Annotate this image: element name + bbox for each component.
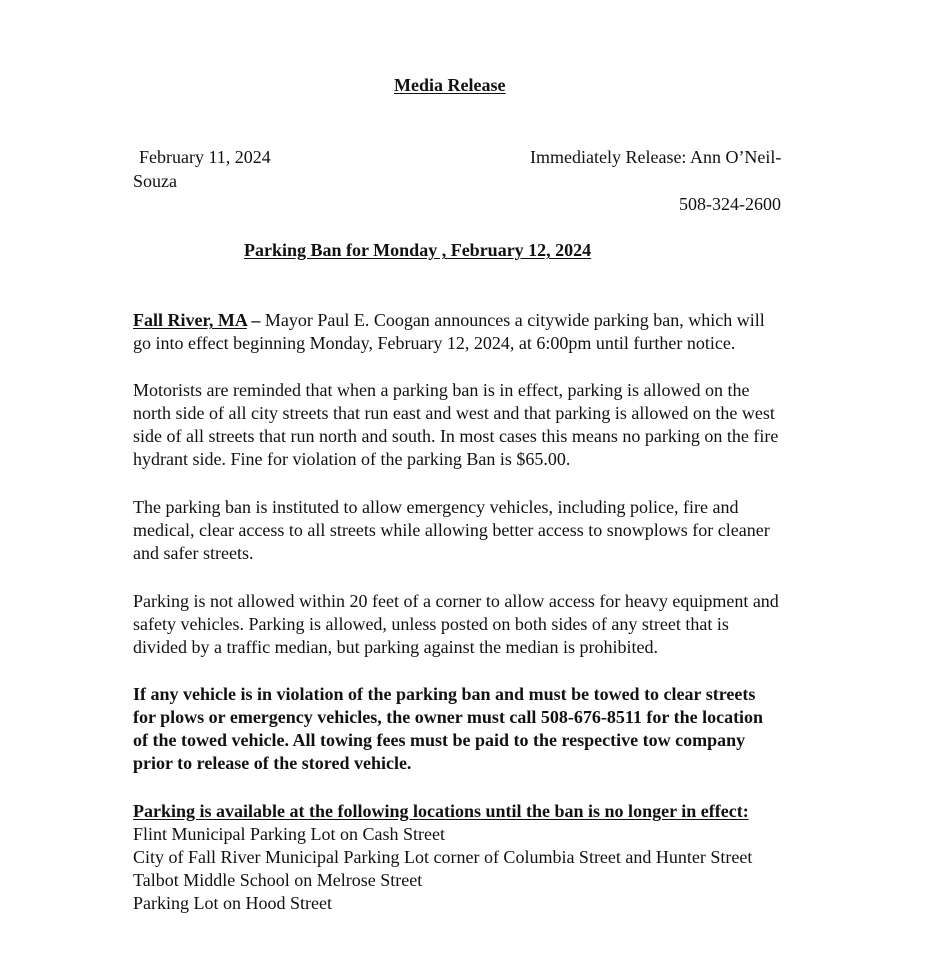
- dateline: Fall River, MA: [133, 310, 247, 330]
- contact-name-line1: Immediately Release: Ann O’Neil-: [530, 147, 782, 167]
- paragraph-line: The parking ban is instituted to allow emergency vehicles, including police, fire and: [133, 497, 739, 517]
- paragraph-line: If any vehicle is in violation of the parking ban and must be towed to clear streets: [133, 684, 756, 704]
- location-item: Talbot Middle School on Melrose Street: [133, 870, 423, 890]
- location-item: Flint Municipal Parking Lot on Cash Street: [133, 824, 445, 844]
- paragraph-line: north side of all city streets that run east and west and that parking is allowed on the west: [133, 403, 775, 423]
- paragraph-towing-notice: [133, 683, 863, 775]
- paragraph-line: of the towed vehicle. All towing fees must be paid to the respective tow company: [133, 730, 746, 750]
- paragraph-line: Parking is not allowed within 20 feet of a corner to allow access for heavy equipment and: [133, 591, 779, 611]
- paragraph-line: divided by a traffic median, but parking against the median is prohibited.: [133, 637, 659, 657]
- contact-phone: 508-324-2600: [679, 194, 781, 214]
- document-title: Media Release: [394, 75, 506, 95]
- paragraph-intro-text: Mayor Paul E. Coogan announces a citywide parking ban, which will: [264, 310, 765, 330]
- paragraph-line: side of all streets that run north and south. In most cases this means no parking on the fire: [133, 426, 779, 446]
- dateline-dash: –: [246, 310, 265, 330]
- paragraph-intro: [133, 309, 863, 355]
- location-item: City of Fall River Municipal Parking Lot corner of Columbia Street and Hunter Street: [133, 847, 753, 867]
- parking-locations: [133, 800, 863, 915]
- paragraph-intro-line: go into effect beginning Monday, February 12, 2024, at 6:00pm until further notice.: [133, 333, 736, 353]
- paragraph-line: medical, clear access to all streets while allowing better access to snowplows for cleaner: [133, 520, 770, 540]
- paragraph-line: and safer streets.: [133, 543, 254, 563]
- paragraph-line: for plows or emergency vehicles, the owner must call 508-676-8511 for the location: [133, 707, 764, 727]
- contact-name-line2: Souza: [133, 171, 177, 191]
- paragraph-line: Motorists are reminded that when a parking ban is in effect, parking is allowed on the: [133, 380, 750, 400]
- paragraph-line: safety vehicles. Parking is allowed, unless posted on both sides of any street that is: [133, 614, 729, 634]
- paragraph-intro-line: [133, 309, 863, 332]
- location-item: Parking Lot on Hood Street: [133, 893, 332, 913]
- paragraph-line: prior to release of the stored vehicle.: [133, 753, 412, 773]
- paragraph-purpose: [133, 496, 863, 565]
- paragraph-corner-rules: [133, 590, 863, 659]
- locations-heading: Parking is available at the following locations until the ban is no longer in effect:: [133, 801, 749, 821]
- paragraph-motorists: [133, 379, 863, 471]
- headline: Parking Ban for Monday , February 12, 2024: [244, 240, 592, 260]
- paragraph-line: hydrant side. Fine for violation of the parking Ban is $65.00.: [133, 449, 571, 469]
- release-date: February 11, 2024: [139, 147, 271, 167]
